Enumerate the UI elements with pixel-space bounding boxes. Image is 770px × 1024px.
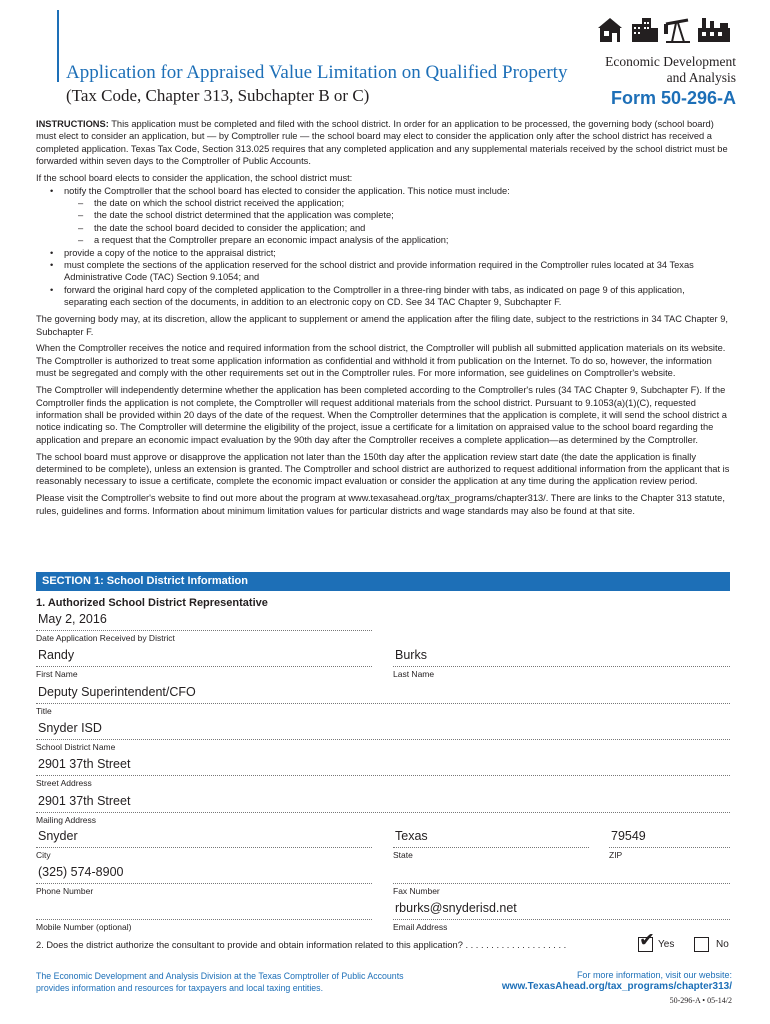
yes-checkbox[interactable] bbox=[638, 930, 655, 952]
date-received-label: Date Application Received by District bbox=[36, 633, 175, 643]
street-address-label: Street Address bbox=[36, 778, 92, 788]
phone-label: Phone Number bbox=[36, 886, 94, 896]
instructions-list bbox=[36, 185, 730, 309]
email-field[interactable]: rburks@snyderisd.net bbox=[395, 901, 517, 915]
field-rule bbox=[36, 883, 372, 884]
mobile-label: Mobile Number (optional) bbox=[36, 922, 132, 932]
footer-description-line2: provides information and resources for taxpayers and local taxing entities. bbox=[36, 983, 324, 993]
email-label: Email Address bbox=[393, 922, 448, 932]
city-buildings-icon bbox=[632, 18, 658, 42]
first-name-label: First Name bbox=[36, 669, 78, 679]
field-rule bbox=[36, 739, 730, 740]
header-accent-line bbox=[57, 10, 59, 82]
list-item: • notify the Comptroller that the school board has elected to consider the application. This notice must include: bbox=[52, 185, 730, 197]
instructions-p4: When the Comptroller receives the notice and required information from the school district, the Comptroller will publish all submitted application materials on its website. The Comptroller is authorized to treat some application information as confidential and withhold it from publication on the Internet. To do so, however, the information must be segregated and comply with the other requirements set out in the Comptroller rules. For more information, see guidelines on Comptroller's website. bbox=[36, 343, 726, 379]
first-name-field[interactable]: Randy bbox=[38, 648, 75, 662]
state-field[interactable]: Texas bbox=[395, 829, 428, 843]
division-name-line2: and Analysis bbox=[666, 70, 736, 85]
field-rule bbox=[393, 847, 589, 848]
title-field[interactable]: Deputy Superintendent/CFO bbox=[38, 685, 196, 699]
form-number: Form 50-296-A bbox=[610, 88, 736, 108]
field-rule bbox=[36, 812, 730, 813]
list-item: – the date the school board decided to consider the application; and bbox=[52, 222, 730, 234]
instructions-label: INSTRUCTIONS: bbox=[36, 119, 109, 129]
no-label: No bbox=[716, 939, 729, 950]
instructions-p3: The governing body may, at its discretion, allow the applicant to supplement or amend the application after the filing date, subject to the restrictions in 34 TAC Chapter 9, Subchapter F. bbox=[36, 314, 728, 337]
field-rule bbox=[393, 919, 730, 920]
field-rule bbox=[36, 775, 730, 776]
list-item: • forward the original hard copy of the completed application to the Comptroller in a three-ring binder with tabs, as indicated on page 9 of this application, separating each section of the documents, in addition to an electronic copy on CD. See 34 TAC Chapter 9, Subchapter F. bbox=[52, 284, 730, 309]
zip-field[interactable]: 79549 bbox=[611, 829, 646, 843]
last-name-label: Last Name bbox=[393, 669, 435, 679]
instructions-intro bbox=[36, 118, 730, 168]
city-field[interactable]: Snyder bbox=[38, 829, 78, 843]
field-rule bbox=[36, 666, 372, 667]
field-rule bbox=[36, 630, 372, 631]
last-name-field[interactable]: Burks bbox=[395, 648, 427, 662]
header-icons bbox=[596, 14, 734, 46]
footer-website-intro: For more information, visit our website: bbox=[576, 970, 732, 980]
zip-label: ZIP bbox=[609, 850, 623, 860]
form-revision-code: 50-296-A • 05-14/2 bbox=[669, 996, 732, 1005]
list-item: • must complete the sections of the application reserved for the school district and provide information required in the Comptroller rules located at 34 Texas Administrative Code (TAC) Section 9.1054; and bbox=[52, 259, 730, 284]
footer-website-link[interactable]: www.TexasAhead.org/tax_programs/chapter313/ bbox=[501, 981, 732, 992]
street-address-field[interactable]: 2901 37th Street bbox=[38, 757, 131, 771]
form-title: Application for Appraised Value Limitation on Qualified Property bbox=[66, 62, 568, 83]
instructions-p1: This application must be completed and filed with the school district. In order for an application to be processed, the governing body (school board) must elect to consider an application, but — by Comptroller rule — the school board may elect to consider the application only after the school district has received a completed application. Texas Tax Code, Section 313.025 requires that any completed application and any supplemental materials received by the school district must be forwarded within seven days to the Comptroller of Public Accounts. bbox=[36, 119, 728, 167]
instructions-block bbox=[36, 118, 730, 522]
question-2-label: 2. Does the district authorize the consultant to provide and obtain information related to this application? . . . . . . . . . . . . . . . . . . . . bbox=[36, 940, 567, 950]
instructions-p2: If the school board elects to consider the application, the school district must: bbox=[36, 173, 353, 184]
school-district-field[interactable]: Snyder ISD bbox=[38, 721, 102, 735]
section1-heading: SECTION 1: School District Information bbox=[36, 572, 730, 591]
yes-label: Yes bbox=[658, 939, 675, 950]
title-label: Title bbox=[36, 706, 52, 716]
house-icon bbox=[598, 18, 622, 42]
field-rule bbox=[36, 919, 372, 920]
footer-description-line1: The Economic Development and Analysis Division at the Texas Comptroller of Public Accounts bbox=[36, 971, 404, 981]
list-item: – the date on which the school district received the application; bbox=[52, 197, 730, 209]
school-district-label: School District Name bbox=[36, 742, 116, 752]
field-rule bbox=[393, 666, 730, 667]
state-label: State bbox=[393, 850, 413, 860]
instructions-p5: The Comptroller will independently determine whether the application has been completed according to the Comptroller's rules (34 TAC Chapter 9, Subchapter F). If the Comptroller finds the application is not complete, the Comptroller will request additional materials from the school district. Pursuant to 9.1053(a)(1)(C), requested information shall be provided within 20 days of the date of the request. When the Comptroller determines that the application is complete, it will send the school district a notice indicating so. The Comptroller will determine the eligibility of the project, issue a certificate for a limitation on appraised value to the school board regarding the application and prepare an economic impact evaluation by the 90th day after the Comptroller receives a complete application—as determined by the Comptroller. bbox=[36, 385, 727, 445]
field-rule bbox=[36, 847, 372, 848]
checkmark-icon: ✔ bbox=[639, 930, 655, 951]
no-checkbox[interactable] bbox=[694, 937, 709, 952]
factory-icon bbox=[698, 18, 730, 42]
list-item: – a request that the Comptroller prepare an economic impact analysis of the application; bbox=[52, 234, 730, 246]
field-rule bbox=[393, 883, 730, 884]
instructions-p7: Please visit the Comptroller's website to find out more about the program at www.texasahead.org/tax_programs/chapter313/. There are links to the Chapter 313 statute, rules, guidelines and forms. Information about minimum limitation values for particular districts and wage standards may also be found at that site. bbox=[36, 493, 725, 516]
field-rule bbox=[36, 703, 730, 704]
phone-field[interactable]: (325) 574-8900 bbox=[38, 865, 124, 879]
list-item: • provide a copy of the notice to the appraisal district; bbox=[52, 247, 730, 259]
division-name bbox=[590, 54, 736, 86]
question-1-label: 1. Authorized School District Representative bbox=[36, 597, 268, 609]
footer-description bbox=[36, 970, 404, 994]
oil-pump-icon bbox=[664, 20, 690, 43]
city-label: City bbox=[36, 850, 51, 860]
fax-label: Fax Number bbox=[393, 886, 440, 896]
division-name-line1: Economic Development bbox=[605, 54, 736, 69]
instructions-p6: The school board must approve or disapprove the application not later than the 150th day after the application review start date (the date the application is finally determined to be complete), unless an extension is granted. The Comptroller and school district are authorized to request additional information from the applicant that is reasonably necessary to issue a certificate, complete the economic impact evaluation or consider the application at any time during the application review period. bbox=[36, 451, 730, 487]
form-subtitle: (Tax Code, Chapter 313, Subchapter B or C) bbox=[66, 86, 370, 105]
mailing-address-field[interactable]: 2901 37th Street bbox=[38, 794, 131, 808]
field-rule bbox=[609, 847, 730, 848]
date-received-field[interactable]: May 2, 2016 bbox=[38, 612, 107, 626]
mailing-address-label: Mailing Address bbox=[36, 815, 97, 825]
list-item: – the date the school district determined that the application was complete; bbox=[52, 209, 730, 221]
